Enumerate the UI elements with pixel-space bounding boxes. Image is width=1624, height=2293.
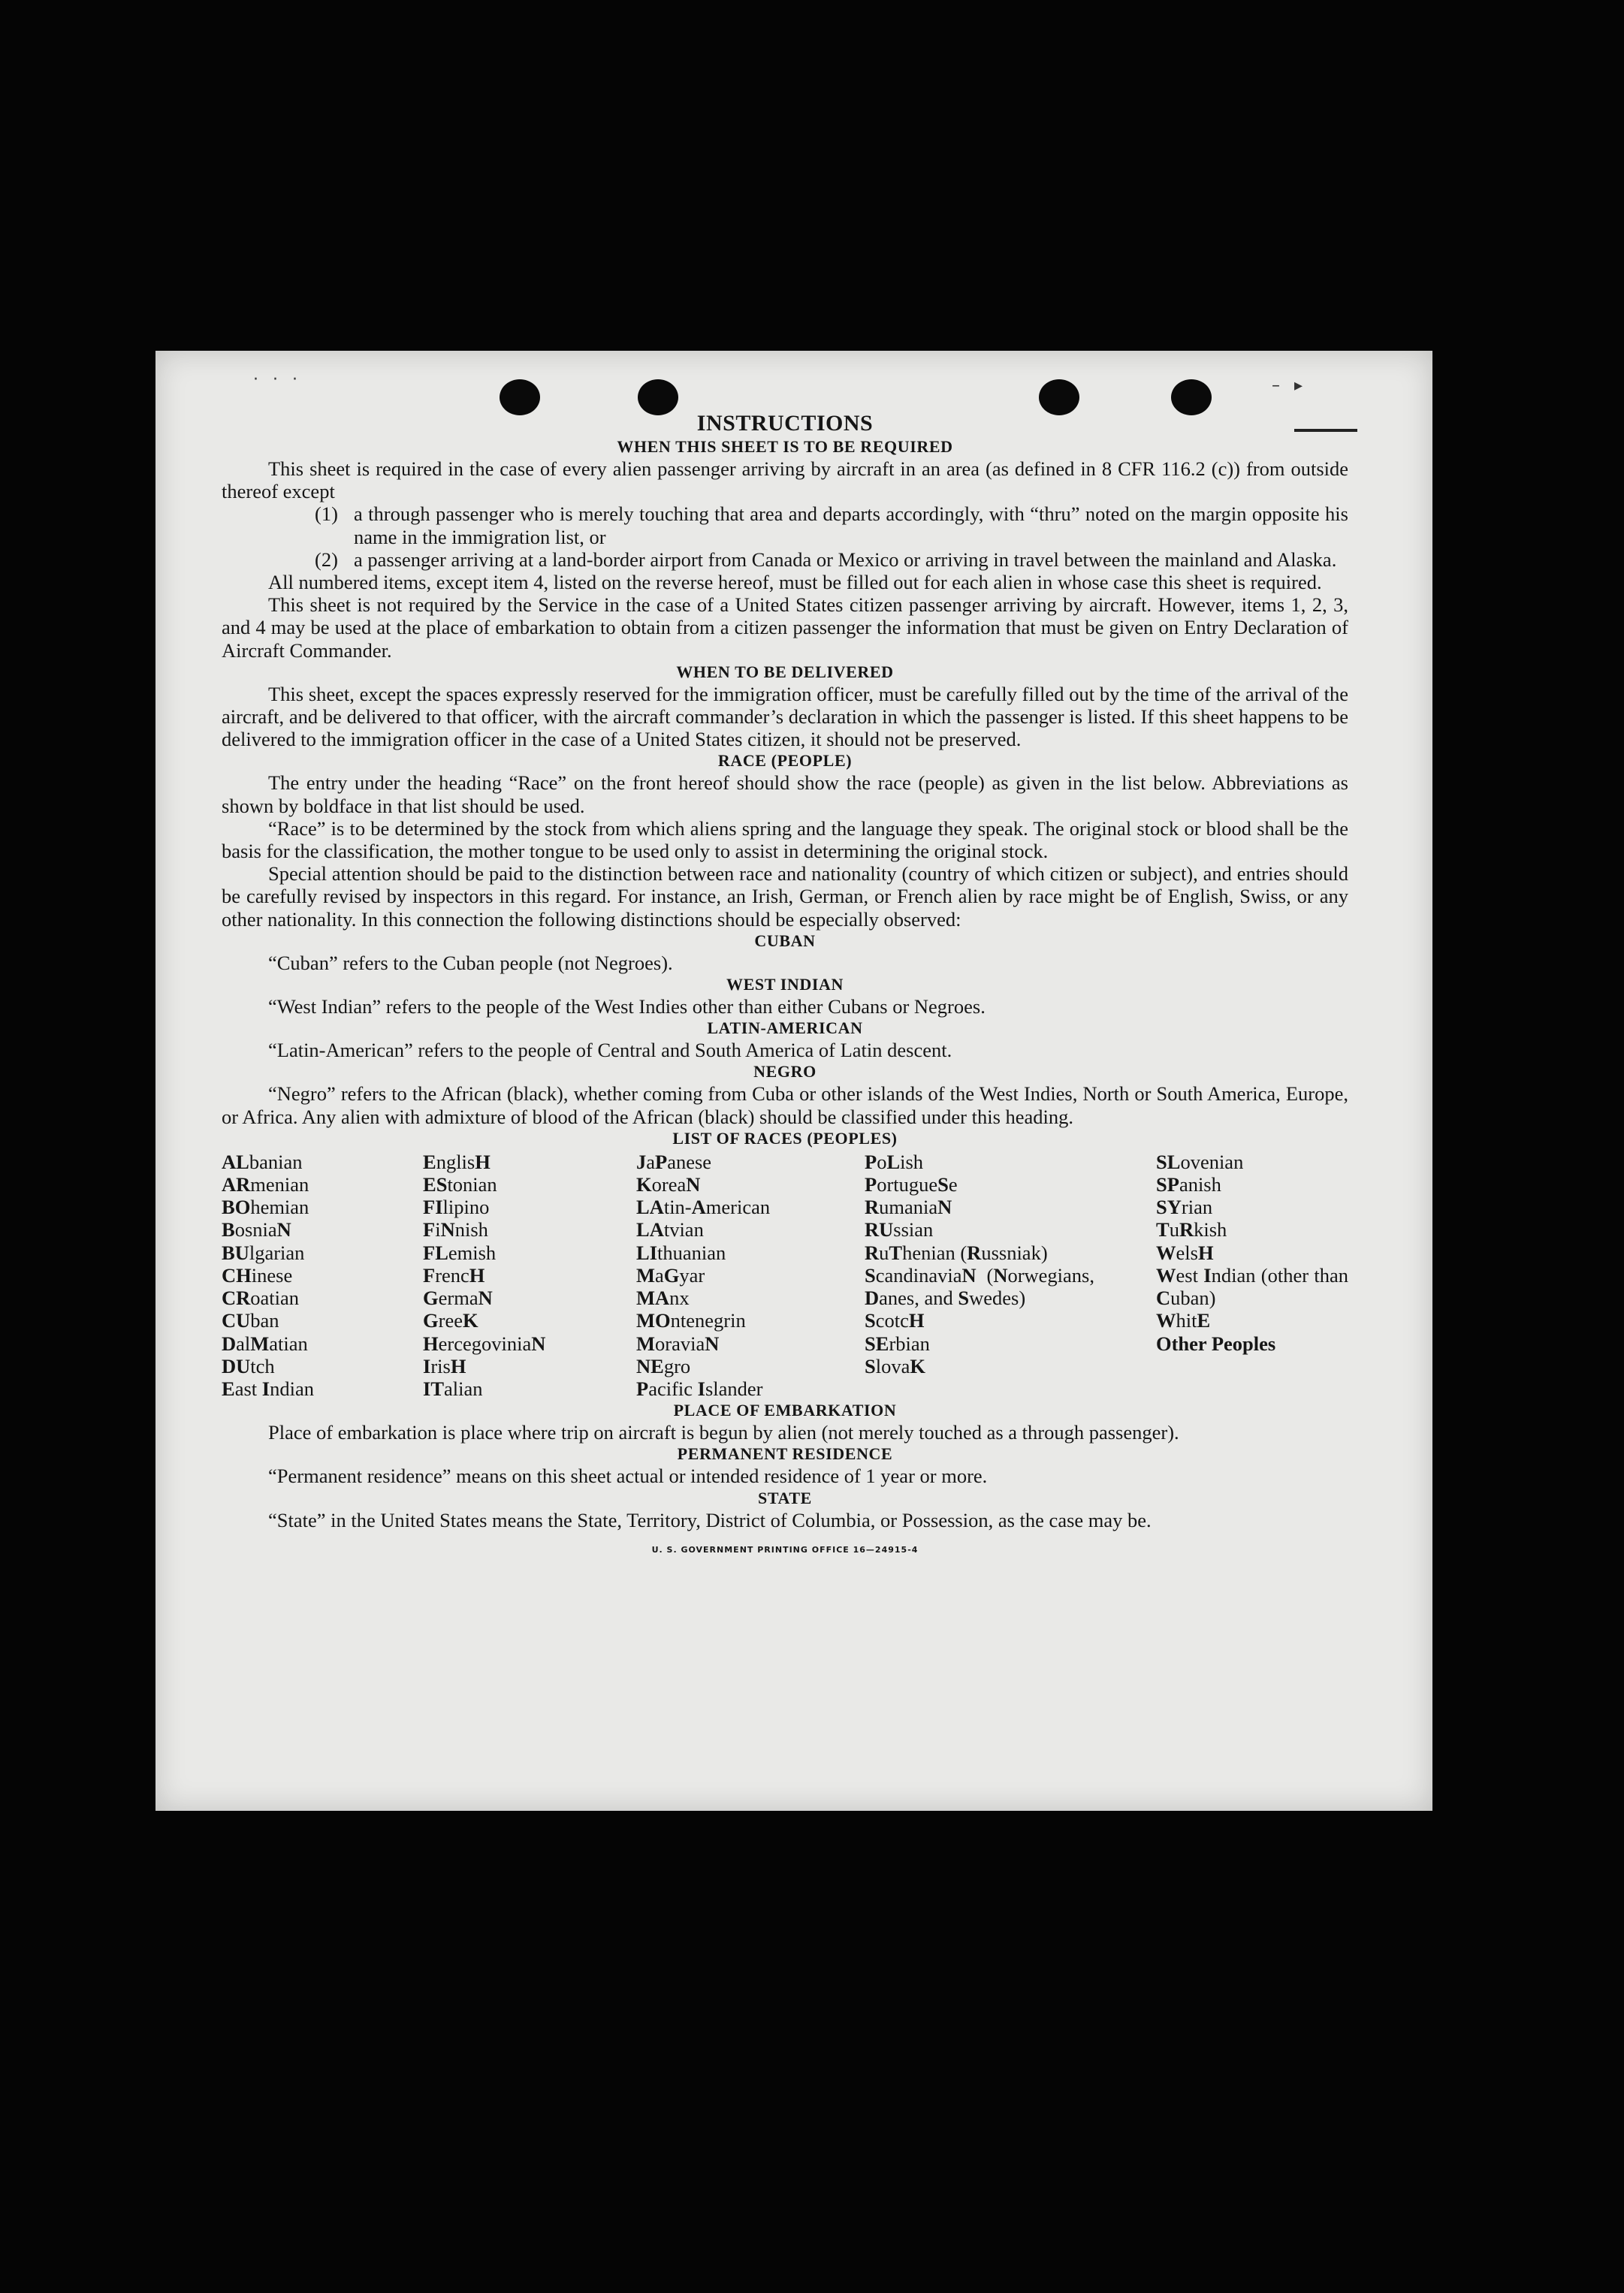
race-entry: EnglisH bbox=[423, 1150, 491, 1173]
race-entry: West Indian (other than Cuban) bbox=[1156, 1263, 1349, 1310]
race-entry: ITalian bbox=[423, 1377, 483, 1400]
race-entry: ScandinaviaN (Norwegians, Danes, and Swedes) bbox=[865, 1263, 1094, 1310]
section-heading: LIST OF RACES (PEOPLES) bbox=[672, 1128, 898, 1148]
race-entry: ScotcH bbox=[865, 1309, 925, 1332]
race-entry: IrisH bbox=[423, 1354, 466, 1377]
race-entry: FIlipino bbox=[423, 1196, 490, 1219]
paragraph: “West Indian” refers to the people of the West Indies other than either Cubans or Negroes. bbox=[268, 995, 986, 1018]
race-entry: LAtvian bbox=[636, 1218, 704, 1242]
race-entry: MOntenegrin bbox=[636, 1309, 746, 1332]
section-heading: WHEN TO BE DELIVERED bbox=[676, 662, 894, 681]
race-entry: BosniaN bbox=[222, 1218, 291, 1242]
paragraph: This sheet is not required by the Service in the case of a United States citizen passenger arriving by aircraft. However, items 1, 2, 3, and 4 may be used at the place of embarkation to obtain from a citizen passenger the information that must be given on Entry Declaration of Aircraft Commander. bbox=[222, 593, 1348, 662]
item-text: a passenger arriving at a land-border airport from Canada or Mexico or arriving in travel between the mainland and Alaska. bbox=[354, 548, 1337, 571]
item-number: (2) bbox=[315, 548, 338, 571]
race-entry: CUban bbox=[222, 1309, 279, 1332]
race-entry: RUssian bbox=[865, 1218, 934, 1242]
races-list bbox=[222, 1151, 1348, 1400]
race-entry: WelsH bbox=[1156, 1241, 1214, 1264]
race-entry: PortugueSe bbox=[865, 1173, 958, 1196]
paragraph: This sheet is required in the case of every alien passenger arriving by aircraft in an area (as defined in 8 CFR 116.2 (c)) from outside thereof except bbox=[222, 457, 1348, 503]
race-entry: TuRkish bbox=[1156, 1218, 1227, 1242]
section-heading: CUBAN bbox=[754, 931, 816, 950]
race-entry: WhitE bbox=[1156, 1309, 1211, 1332]
item-text: a through passenger who is merely touching that area and departs accordingly, with “thru” noted on the margin opposite his name in the immigration list, or bbox=[354, 502, 1348, 548]
race-entry: LAtin-American bbox=[636, 1196, 771, 1219]
race-entry: CHinese bbox=[222, 1263, 293, 1287]
section-heading: STATE bbox=[758, 1488, 812, 1507]
punch-hole bbox=[500, 379, 540, 415]
race-entry: ARmenian bbox=[222, 1173, 309, 1196]
ink-specks: – ▸ bbox=[1272, 376, 1308, 395]
race-entry: Pacific Islander bbox=[636, 1377, 763, 1400]
punch-hole bbox=[1171, 379, 1212, 415]
race-entry: DUtch bbox=[222, 1354, 275, 1377]
races-column bbox=[222, 1151, 423, 1400]
race-entry: LIthuanian bbox=[636, 1241, 726, 1264]
race-entry: FrencH bbox=[423, 1263, 485, 1287]
races-column bbox=[636, 1151, 865, 1400]
race-entry: FiNnish bbox=[423, 1218, 488, 1242]
race-entry: SYrian bbox=[1156, 1196, 1213, 1219]
instruction-sheet bbox=[155, 351, 1432, 1811]
paragraph: “Negro” refers to the African (black), whether coming from Cuba or other islands of the West Indies, North or South America, Europe, or Africa. Any alien with admixture of blood of the African (black) should be classified under this heading. bbox=[222, 1082, 1348, 1128]
ink-specks: · · · bbox=[253, 370, 302, 389]
race-entry: MAnx bbox=[636, 1287, 690, 1310]
race-entry: SErbian bbox=[865, 1332, 930, 1355]
race-entry: GreeK bbox=[423, 1309, 478, 1332]
instructions-content bbox=[222, 411, 1348, 1561]
paragraph: Special attention should be paid to the distinction between race and nationality (country of which citizen or subject), and entries should be carefully revised by inspectors in this regard. For instance, an Irish, German, or French alien by race might be of English, Swiss, or any other nationality. In this connection the following distinctions should be especially observed: bbox=[222, 862, 1348, 931]
section-heading: WHEN THIS SHEET IS TO BE REQUIRED bbox=[617, 437, 953, 456]
race-entry: EStonian bbox=[423, 1173, 497, 1196]
race-entry: RumaniaN bbox=[865, 1196, 952, 1219]
race-entry: SLovenian bbox=[1156, 1150, 1244, 1173]
race-entry: MoraviaN bbox=[636, 1332, 720, 1355]
paragraph: “Race” is to be determined by the stock from which aliens spring and the language they speak. The original stock or blood shall be the basis for the classification, the mother tongue to be used only to assist in determining the original stock. bbox=[222, 816, 1348, 863]
paragraph: Place of embarkation is place where trip on aircraft is begun by alien (not merely touched as a through passenger). bbox=[268, 1421, 1179, 1444]
race-entry: RuThenian (Russniak) bbox=[865, 1241, 1048, 1264]
race-entry: Other Peoples bbox=[1156, 1332, 1276, 1355]
races-column bbox=[865, 1151, 1094, 1400]
paragraph: “Latin-American” refers to the people of Central and South America of Latin descent. bbox=[268, 1039, 952, 1062]
race-entry: JaPanese bbox=[636, 1150, 712, 1173]
race-entry: MaGyar bbox=[636, 1263, 705, 1287]
punch-hole bbox=[1039, 379, 1079, 415]
paragraph: The entry under the heading “Race” on the front hereof should show the race (people) as given in the list below. Abbreviations as shown by boldface in that list should be used. bbox=[222, 771, 1348, 817]
race-entry: SlovaK bbox=[865, 1354, 925, 1377]
section-heading: WEST INDIAN bbox=[726, 975, 844, 994]
section-heading: PLACE OF EMBARKATION bbox=[673, 1401, 897, 1420]
races-column bbox=[423, 1151, 636, 1400]
paragraph: This sheet, except the spaces expressly reserved for the immigration officer, must be carefully filled out by the time of the arrival of the aircraft, and be delivered to that officer, with the aircraft commander’s declaration in which the passenger is listed. If this sheet happens to be delivered to the immigration officer in the case of a United States citizen, it should not be preserved. bbox=[222, 682, 1348, 751]
race-entry: CRoatian bbox=[222, 1287, 300, 1310]
race-entry: East Indian bbox=[222, 1377, 314, 1400]
paragraph: All numbered items, except item 4, listed on the reverse hereof, must be filled out for each alien in whose case this sheet is required. bbox=[268, 571, 1322, 594]
race-entry: KoreaN bbox=[636, 1173, 701, 1196]
paragraph: “Permanent residence” means on this sheet actual or intended residence of 1 year or more. bbox=[268, 1465, 988, 1488]
races-column bbox=[1156, 1151, 1348, 1400]
race-entry: NEgro bbox=[636, 1354, 691, 1377]
race-entry: DalMatian bbox=[222, 1332, 308, 1355]
race-entry: GermaN bbox=[423, 1287, 493, 1310]
race-entry: SPanish bbox=[1156, 1173, 1221, 1196]
section-heading: RACE (PEOPLE) bbox=[717, 751, 853, 771]
race-entry: FLemish bbox=[423, 1241, 497, 1264]
section-heading: LATIN-AMERICAN bbox=[707, 1018, 863, 1038]
list-item bbox=[315, 502, 1348, 548]
item-number: (1) bbox=[315, 502, 338, 526]
punch-hole bbox=[638, 379, 678, 415]
paragraph: “Cuban” refers to the Cuban people (not Negroes). bbox=[268, 951, 673, 974]
race-entry: BOhemian bbox=[222, 1196, 309, 1219]
section-heading: PERMANENT RESIDENCE bbox=[677, 1444, 893, 1464]
race-entry: BUlgarian bbox=[222, 1241, 305, 1264]
section-heading: NEGRO bbox=[753, 1062, 817, 1082]
page-title: INSTRUCTIONS bbox=[696, 411, 874, 436]
race-entry: HercegoviniaN bbox=[423, 1332, 546, 1355]
race-entry: PoLish bbox=[865, 1150, 924, 1173]
paragraph: “State” in the United States means the State, Territory, District of Columbia, or Possession, as the case may be. bbox=[268, 1508, 1152, 1531]
list-item bbox=[315, 548, 1348, 571]
race-entry: ALbanian bbox=[222, 1150, 303, 1173]
printer-imprint: U. S. GOVERNMENT PRINTING OFFICE 16—24915-4 bbox=[651, 1544, 919, 1555]
